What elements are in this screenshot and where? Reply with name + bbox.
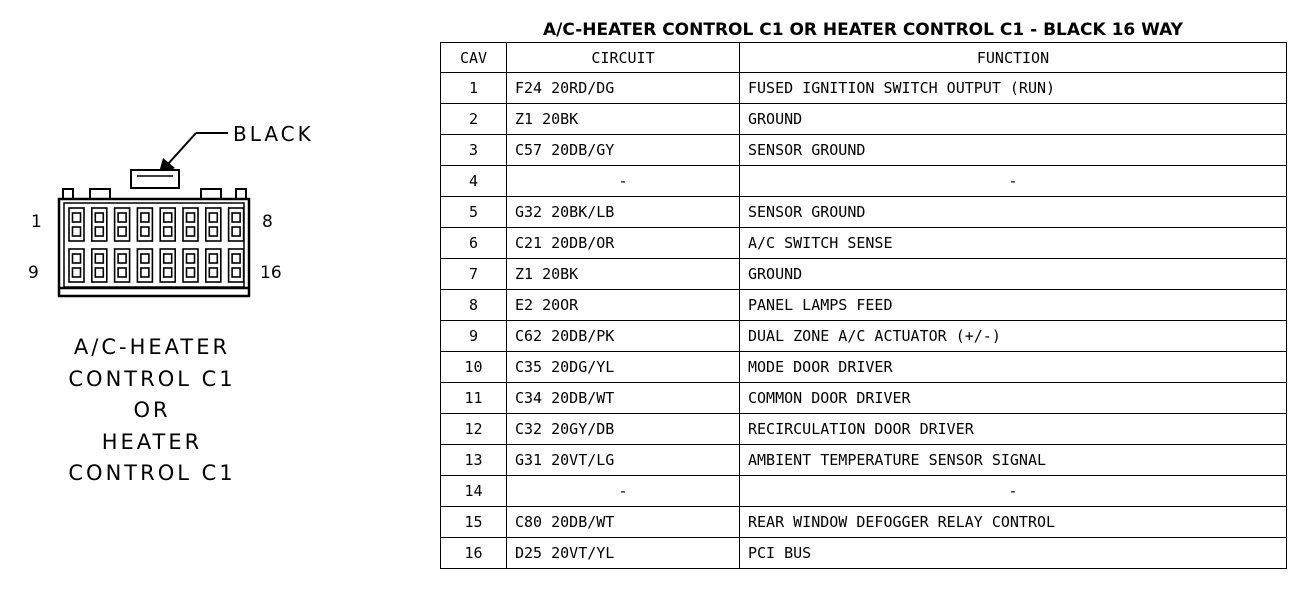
function-cell: FUSED IGNITION SWITCH OUTPUT (RUN) (740, 73, 1287, 104)
terminal-cavity (92, 208, 107, 241)
caption-line: OR (133, 398, 171, 422)
caption-line: HEATER (101, 429, 203, 454)
cav-cell: 11 (441, 383, 507, 414)
pin-label-9: 9 (28, 263, 39, 283)
header-cav: CAV (441, 43, 507, 73)
circuit-cell: C57 20DB/GY (507, 135, 740, 166)
caption-line: CONTROL C1 (68, 461, 236, 485)
table-row (441, 507, 1287, 538)
circuit-cell: - (507, 476, 740, 507)
table-row (441, 445, 1287, 476)
terminal-cavity (206, 249, 221, 282)
function-cell: DUAL ZONE A/C ACTUATOR (+/-) (740, 321, 1287, 352)
connector-ridges (63, 189, 246, 199)
function-cell: RECIRCULATION DOOR DRIVER (740, 414, 1287, 445)
circuit-cell: Z1 20BK (507, 104, 740, 135)
terminal-cavity (183, 249, 198, 282)
function-cell: GROUND (740, 259, 1287, 290)
cav-cell: 14 (441, 476, 507, 507)
terminal-cavity (137, 208, 152, 241)
cav-cell: 8 (441, 290, 507, 321)
terminal-cavity (69, 249, 84, 282)
cav-cell: 2 (441, 104, 507, 135)
function-cell: GROUND (740, 104, 1287, 135)
table-title: A/C-HEATER CONTROL C1 OR HEATER CONTROL C1 - BLACK 16 WAY (543, 20, 1183, 40)
cav-cell: 4 (441, 166, 507, 197)
connector-lock-tab (131, 170, 179, 188)
table-header-row (441, 43, 1287, 73)
table-row (441, 476, 1287, 507)
terminal-cavity (229, 249, 244, 282)
pin-label-16: 16 (260, 263, 282, 283)
terminal-cavity (160, 208, 175, 241)
circuit-cell: - (507, 166, 740, 197)
connector-caption (40, 332, 264, 490)
cav-cell: 9 (441, 321, 507, 352)
terminal-cavity (229, 208, 244, 241)
circuit-cell: D25 20VT/YL (507, 538, 740, 569)
terminal-cavity (183, 208, 198, 241)
function-cell: SENSOR GROUND (740, 197, 1287, 228)
table-row (441, 135, 1287, 166)
cav-cell: 10 (441, 352, 507, 383)
circuit-cell: C21 20DB/OR (507, 228, 740, 259)
function-cell: REAR WINDOW DEFOGGER RELAY CONTROL (740, 507, 1287, 538)
wire-color-label: BLACK (233, 122, 314, 146)
table-row (441, 383, 1287, 414)
terminal-cavity (69, 208, 84, 241)
table-row (441, 352, 1287, 383)
function-cell: - (740, 476, 1287, 507)
function-cell: PCI BUS (740, 538, 1287, 569)
terminal-cavity (206, 208, 221, 241)
function-cell: - (740, 166, 1287, 197)
function-cell: PANEL LAMPS FEED (740, 290, 1287, 321)
cav-cell: 3 (441, 135, 507, 166)
table-row (441, 259, 1287, 290)
function-cell: SENSOR GROUND (740, 135, 1287, 166)
cav-cell: 13 (441, 445, 507, 476)
cav-cell: 15 (441, 507, 507, 538)
connector-diagram (0, 0, 300, 320)
header-function: FUNCTION (740, 43, 1287, 73)
circuit-cell: G31 20VT/LG (507, 445, 740, 476)
caption-line: CONTROL C1 (68, 366, 236, 391)
cav-cell: 7 (441, 259, 507, 290)
terminal-cavity (160, 249, 175, 282)
circuit-cell: C34 20DB/WT (507, 383, 740, 414)
cav-cell: 6 (441, 228, 507, 259)
table-row (441, 228, 1287, 259)
circuit-cell: Z1 20BK (507, 259, 740, 290)
header-circuit: CIRCUIT (507, 43, 740, 73)
table-row (441, 414, 1287, 445)
circuit-cell: F24 20RD/DG (507, 73, 740, 104)
table-row (441, 321, 1287, 352)
circuit-cell: E2 20OR (507, 290, 740, 321)
table-row (441, 290, 1287, 321)
table-row (441, 538, 1287, 569)
function-cell: AMBIENT TEMPERATURE SENSOR SIGNAL (740, 445, 1287, 476)
function-cell: COMMON DOOR DRIVER (740, 383, 1287, 414)
circuit-cell: C35 20DG/YL (507, 352, 740, 383)
function-cell: MODE DOOR DRIVER (740, 352, 1287, 383)
circuit-cell: C62 20DB/PK (507, 321, 740, 352)
caption-line: A/C-HEATER (73, 335, 231, 359)
terminal-cavity (115, 249, 130, 282)
table-row (441, 73, 1287, 104)
leader-arrow (168, 133, 228, 164)
terminal-cavity (115, 208, 130, 241)
cav-cell: 12 (441, 414, 507, 445)
table-row (441, 166, 1287, 197)
terminal-cavity (92, 249, 107, 282)
cav-cell: 16 (441, 538, 507, 569)
pin-label-1: 1 (31, 212, 42, 232)
circuit-cell: G32 20BK/LB (507, 197, 740, 228)
pinout-table (440, 42, 1287, 569)
cav-cell: 1 (441, 73, 507, 104)
pin-label-8: 8 (262, 212, 273, 232)
table-row (441, 104, 1287, 135)
cav-cell: 5 (441, 197, 507, 228)
terminal-cavity (137, 249, 152, 282)
function-cell: A/C SWITCH SENSE (740, 228, 1287, 259)
table-body (441, 73, 1287, 569)
circuit-cell: C32 20GY/DB (507, 414, 740, 445)
table-row (441, 197, 1287, 228)
circuit-cell: C80 20DB/WT (507, 507, 740, 538)
